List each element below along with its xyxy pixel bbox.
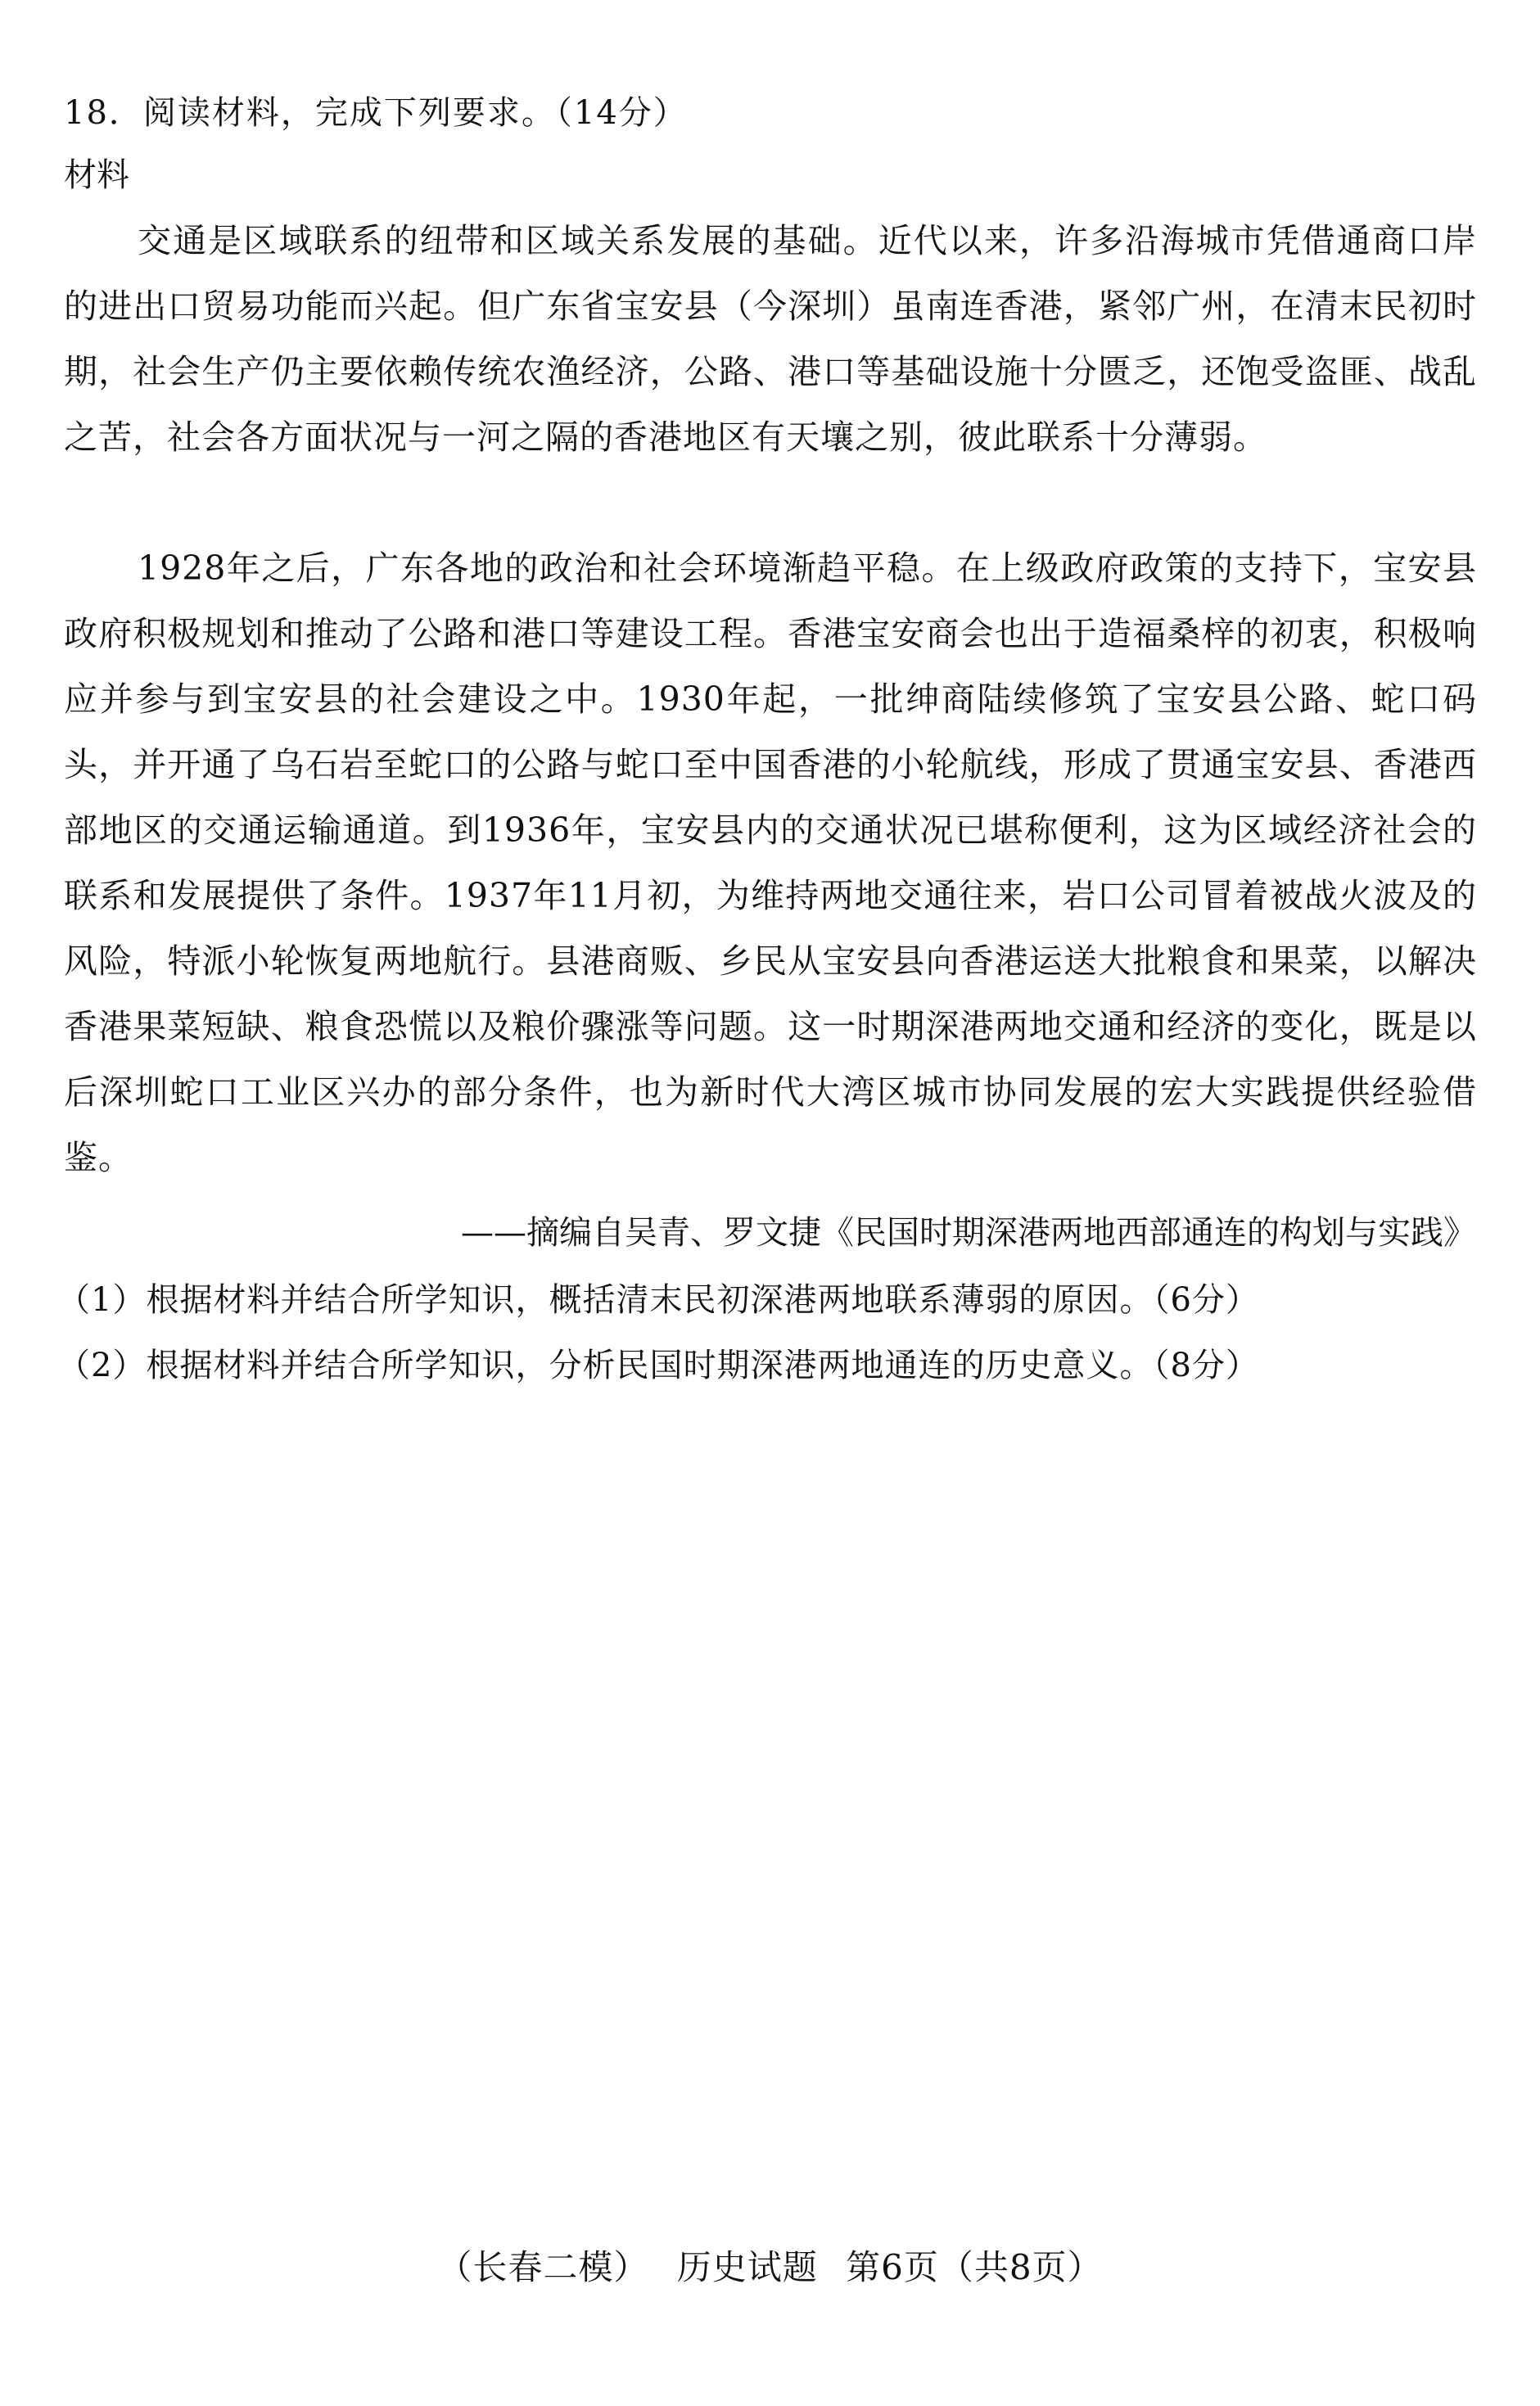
material-source: ——摘编自吴青、罗文捷《民国时期深港两地西部通连的构划与实践》	[461, 1214, 1476, 1252]
question-heading: 18．阅读材料，完成下列要求。（14分）	[64, 94, 688, 132]
footer-subject: 历史试题	[676, 2247, 818, 2287]
material-paragraph: 1928年之后，广东各地的政治和社会环境渐趋平稳。在上级政府政策的支持下，宝安县政府积极规划和推动了公路和港口等建设工程。香港宝安商会也出于造福桑梓的初衷，积极响应并参与到宝安县的社会建设之中。1930年起，一批绅商陆续修筑了宝安县公路、蛇口码头，并开通了乌石岩至蛇口的公路与蛇口至中国香港的小轮航线，形成了贯通宝安县、香港西部地区的交通运输通道。到1936年，宝安县内的交通状况已堪称便利，这为区域经济社会的联系和发展提供了条件。1937年11月初，为维持两地交通往来，岩口公司冒着被战火波及的风险，特派小轮恢复两地航行。县港商贩、乡民从宝安县向香港运送大批粮食和果菜，以解决香港果菜短缺、粮食恐慌以及粮价骤涨等问题。这一时期深港两地交通和经济的变化，既是以后深圳蛇口工业区兴办的部分条件，也为新时代大湾区城市协同发展的宏大实践提供经验借鉴。	[64, 548, 1477, 1177]
page-footer	[0, 2243, 1540, 2292]
footer-exam-name: （长春二模）	[437, 2247, 649, 2287]
footer-page-number: 第6页（共8页）	[846, 2247, 1103, 2287]
sub-question-1: （1）根据材料并结合所学知识，概括清末民初深港两地联系薄弱的原因。（6分）	[57, 1281, 1259, 1319]
material-paragraph: 交通是区域联系的纽带和区域关系发展的基础。近代以来，许多沿海城市凭借通商口岸的进出口贸易功能而兴起。但广东省宝安县（今深圳）虽南连香港，紧邻广州，在清末民初时期，社会生产仍主要依赖传统农渔经济，公路、港口等基础设施十分匮乏，还饱受盗匪、战乱之苦，社会各方面状况与一河之隔的香港地区有天壤之别，彼此联系十分薄弱。	[64, 221, 1477, 457]
sub-question-2: （2）根据材料并结合所学知识，分析民国时期深港两地通连的历史意义。（8分）	[57, 1347, 1259, 1384]
material-label: 材料	[64, 156, 129, 194]
